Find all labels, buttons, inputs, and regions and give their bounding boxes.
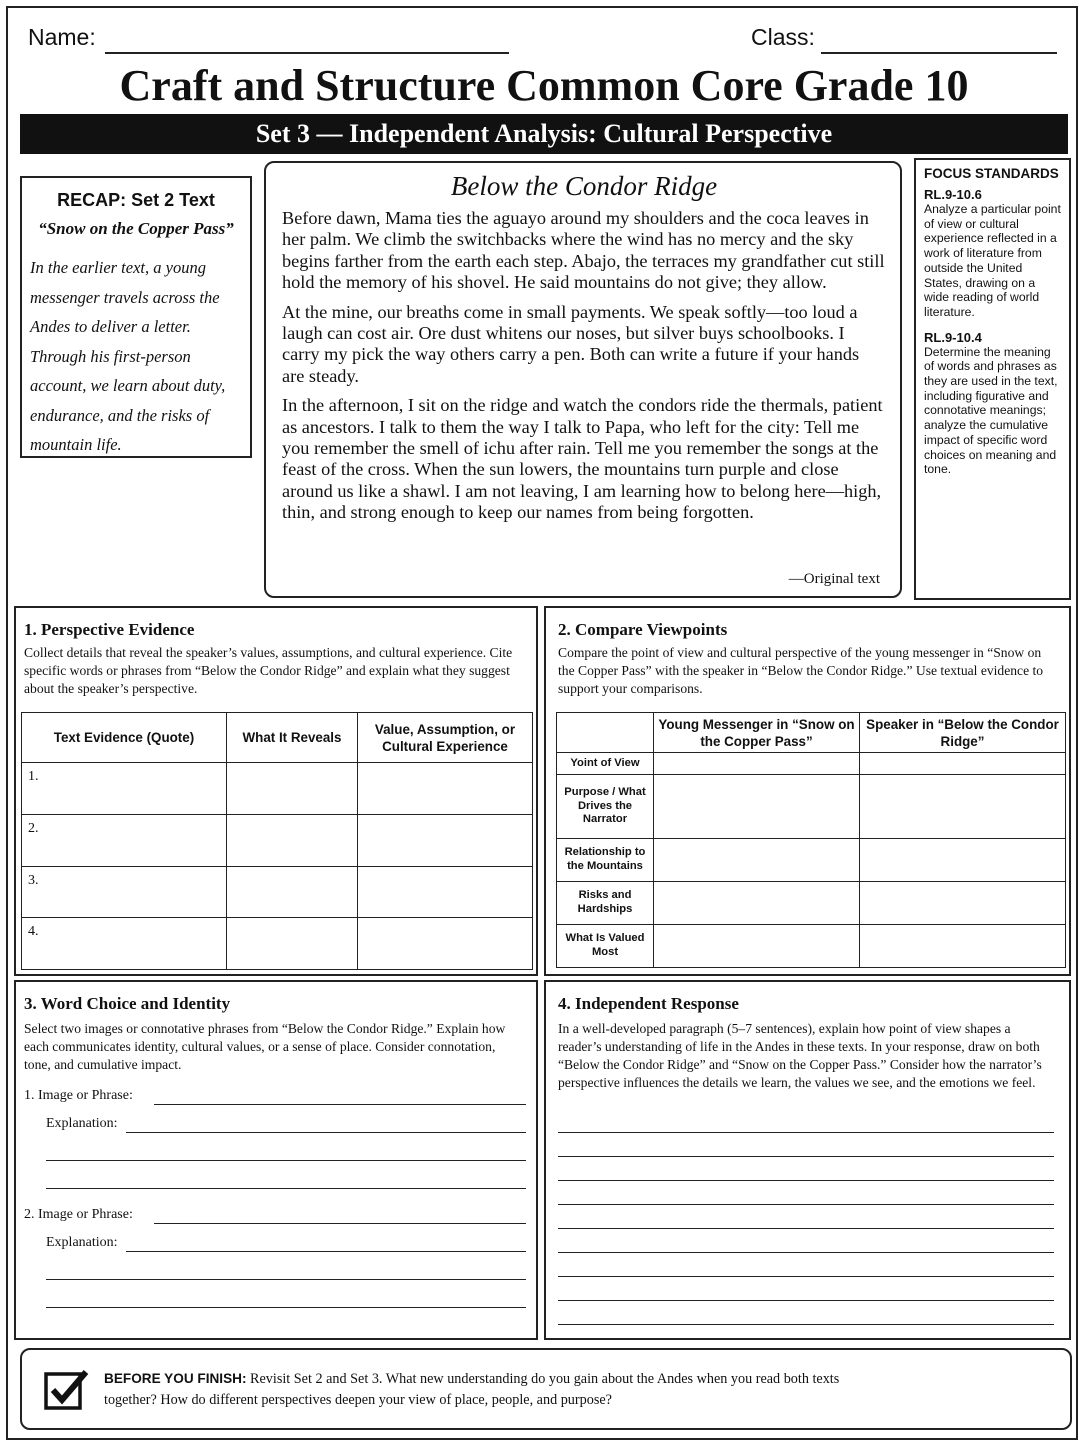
checkbox-icon: [44, 1368, 86, 1410]
table-cell[interactable]: [860, 753, 1066, 775]
row-number[interactable]: 4.: [22, 918, 227, 970]
standard-code: RL.9-10.4: [924, 329, 982, 345]
table-cell[interactable]: [860, 775, 1066, 839]
image-phrase-label-2: 2. Image or Phrase:: [24, 1207, 133, 1222]
table-row: [22, 866, 533, 918]
table-cell[interactable]: [358, 763, 533, 815]
table-cell[interactable]: [358, 814, 533, 866]
explanation-line[interactable]: [126, 1251, 526, 1252]
response-line[interactable]: [558, 1132, 1054, 1133]
standard-code: RL.9-10.6: [924, 187, 982, 202]
explanation-line[interactable]: [46, 1279, 526, 1280]
table-row: [557, 775, 1066, 839]
footer-label: BEFORE YOU FINISH:: [104, 1371, 247, 1386]
explanation-line[interactable]: [126, 1132, 526, 1133]
focus-heading: FOCUS STANDARDS: [924, 166, 1059, 181]
response-line[interactable]: [558, 1180, 1054, 1181]
row-number[interactable]: 2.: [22, 814, 227, 866]
table-row: [22, 918, 533, 970]
table-row: [557, 753, 1066, 775]
passage-credit: —Original text: [788, 571, 880, 587]
explanation-label-1: Explanation:: [46, 1116, 118, 1131]
image-phrase-label-1: 1. Image or Phrase:: [24, 1088, 133, 1103]
recap-box: [20, 176, 252, 458]
response-line[interactable]: [558, 1204, 1054, 1205]
table-cell[interactable]: [654, 924, 860, 967]
footer-text: [104, 1368, 864, 1411]
corner-cell: [557, 713, 654, 753]
table-row: [22, 763, 533, 815]
section-directions: Compare the point of view and cultural perspective of the young messenger in “Snow on the Copper Pass” with the speaker in “Below the Condor Ridge.” Use textual evidence to support your comparisons.: [558, 645, 1044, 696]
standard-text: Determine the meaning of words and phrases as they are used in the text, including figurative and connotative meanings; analyze the cumulative impact of specific word choices on meaning and tone.: [924, 344, 1058, 477]
class-field[interactable]: [821, 52, 1057, 54]
table-cell[interactable]: [358, 918, 533, 970]
table-cell[interactable]: [227, 763, 358, 815]
table-cell[interactable]: [227, 866, 358, 918]
section-heading: 1. Perspective Evidence: [24, 620, 195, 639]
column-header: What It Reveals: [227, 713, 358, 763]
name-label: Name:: [28, 24, 96, 50]
row-number[interactable]: 3.: [22, 866, 227, 918]
passage-paragraph: In the afternoon, I sit on the ridge and watch the condors ride the thermals, patient as ancestors. I talk to them the way I talk to Papa, who left for the city: Tell me you remember the smell of ichu after rain. Tell me you remember the songs at the feast of the cross. When the sun lowers, the mountains turn purple and close around us like a shawl. I am not leaving, I am learning how to belong here—high, thin, and strong enough to keep our names from being forgotten.: [282, 395, 883, 523]
section-directions: In a well-developed paragraph (5–7 sentences), explain how point of view shapes a reader’s understanding of life in the Andes in these texts. In your response, draw on both “Below the Condor Ridge” and “Snow on the Copper Pass.” Consider how the narrator’s perspective influences the details we learn, the values we see, and the emotions we feel.: [558, 1021, 1042, 1090]
response-line[interactable]: [558, 1276, 1054, 1277]
section-heading: 2. Compare Viewpoints: [558, 620, 728, 639]
section-directions: Collect details that reveal the speaker’s values, assumptions, and cultural experience. Cite specific words or phrases from “Below the Condor Ridge” and explain what they suggest about the speaker’s perspective.: [24, 645, 513, 696]
table-cell[interactable]: [654, 881, 860, 924]
evidence-table: [21, 712, 533, 970]
table-cell[interactable]: [358, 866, 533, 918]
row-label: Yoint of View: [557, 753, 654, 775]
set-banner: Set 3 — Independent Analysis: Cultural Perspective: [20, 114, 1068, 154]
explanation-line[interactable]: [46, 1160, 526, 1161]
recap-body: In the earlier text, a young messenger travels across the Andes to deliver a letter. Through his first-person account, we learn about duty, endurance, and the risks of mountain life.: [30, 258, 226, 454]
section-compare-viewpoints: [544, 606, 1071, 976]
section-perspective-evidence: [14, 606, 538, 976]
passage-box: [264, 161, 902, 598]
column-header: Value, Assumption, or Cultural Experience: [358, 713, 533, 763]
passage-paragraph: Before dawn, Mama ties the aguayo around my shoulders and the coca leaves in her palm. We climb the switchbacks where the wind has no mercy and the sky begins farther from the earth each step. Abajo, the terraces my grandfather cut still hold the memory of his shovel. He said mountains do not give; they allow.: [282, 208, 885, 293]
row-label: Relationship to the Mountains: [557, 838, 654, 881]
table-row: [557, 881, 1066, 924]
image-phrase-line-1[interactable]: [154, 1104, 526, 1105]
image-phrase-line-2[interactable]: [154, 1223, 526, 1224]
section-directions: Select two images or connotative phrases from “Below the Condor Ridge.” Explain how each communicates identity, cultural values, or a sense of place. Consider connotation, tone, and cumulative impact.: [24, 1021, 506, 1072]
section-heading: 4. Independent Response: [558, 994, 739, 1013]
response-line[interactable]: [558, 1324, 1054, 1325]
table-cell[interactable]: [860, 924, 1066, 967]
section-word-choice: [14, 980, 538, 1340]
response-line[interactable]: [558, 1228, 1054, 1229]
column-header: Speaker in “Below the Condor Ridge”: [860, 713, 1066, 753]
table-cell[interactable]: [654, 753, 860, 775]
explanation-label-2: Explanation:: [46, 1235, 118, 1250]
row-label: What Is Valued Most: [557, 924, 654, 967]
passage-title: Below the Condor Ridge: [450, 171, 718, 201]
response-line[interactable]: [558, 1300, 1054, 1301]
table-cell[interactable]: [227, 918, 358, 970]
page-title: Craft and Structure Common Core Grade 10: [119, 61, 969, 110]
standard-text: Analyze a particular point of view or cultural experience reflected in a work of literature from outside the United States, drawing on a wide reading of world literature.: [924, 202, 1061, 319]
row-label: Purpose / What Drives the Narrator: [557, 775, 654, 839]
explanation-line[interactable]: [46, 1307, 526, 1308]
table-row: [557, 924, 1066, 967]
focus-standards-box: [914, 158, 1071, 600]
recap-heading: RECAP: Set 2 Text: [57, 190, 215, 210]
worksheet-page: [6, 6, 1078, 1440]
table-cell[interactable]: [860, 838, 1066, 881]
table-row: [22, 814, 533, 866]
section-independent-response: [544, 980, 1071, 1340]
table-row: [557, 838, 1066, 881]
before-you-finish-box: [20, 1348, 1072, 1430]
column-header: Text Evidence (Quote): [22, 713, 227, 763]
passage-paragraph: At the mine, our breaths come in small payments. We speak softly—too loud a laugh can cost air. Ore dust whitens our noses, but silver buys schoolbooks. I carry my pick the way others carry a pen. Both can write a future if your hands are steady.: [282, 301, 860, 386]
recap-text-title: “Snow on the Copper Pass”: [38, 219, 234, 238]
section-heading: 3. Word Choice and Identity: [24, 994, 231, 1013]
table-cell[interactable]: [654, 775, 860, 839]
class-label: Class:: [751, 24, 815, 50]
table-cell[interactable]: [654, 838, 860, 881]
column-header: Young Messenger in “Snow on the Copper Pass”: [654, 713, 860, 753]
explanation-line[interactable]: [46, 1188, 526, 1189]
table-cell[interactable]: [227, 814, 358, 866]
footer-prompt: Revisit Set 2 and Set 3. What new understanding do you gain about the Andes when you read both texts together? How do different perspectives deepen your view of place, people, and purpose?: [104, 1371, 840, 1408]
response-line[interactable]: [558, 1156, 1054, 1157]
row-label: Risks and Hardships: [557, 881, 654, 924]
row-number[interactable]: 1.: [22, 763, 227, 815]
response-line[interactable]: [558, 1252, 1054, 1253]
comparison-table: [556, 712, 1066, 968]
name-field[interactable]: [105, 52, 509, 54]
table-cell[interactable]: [860, 881, 1066, 924]
